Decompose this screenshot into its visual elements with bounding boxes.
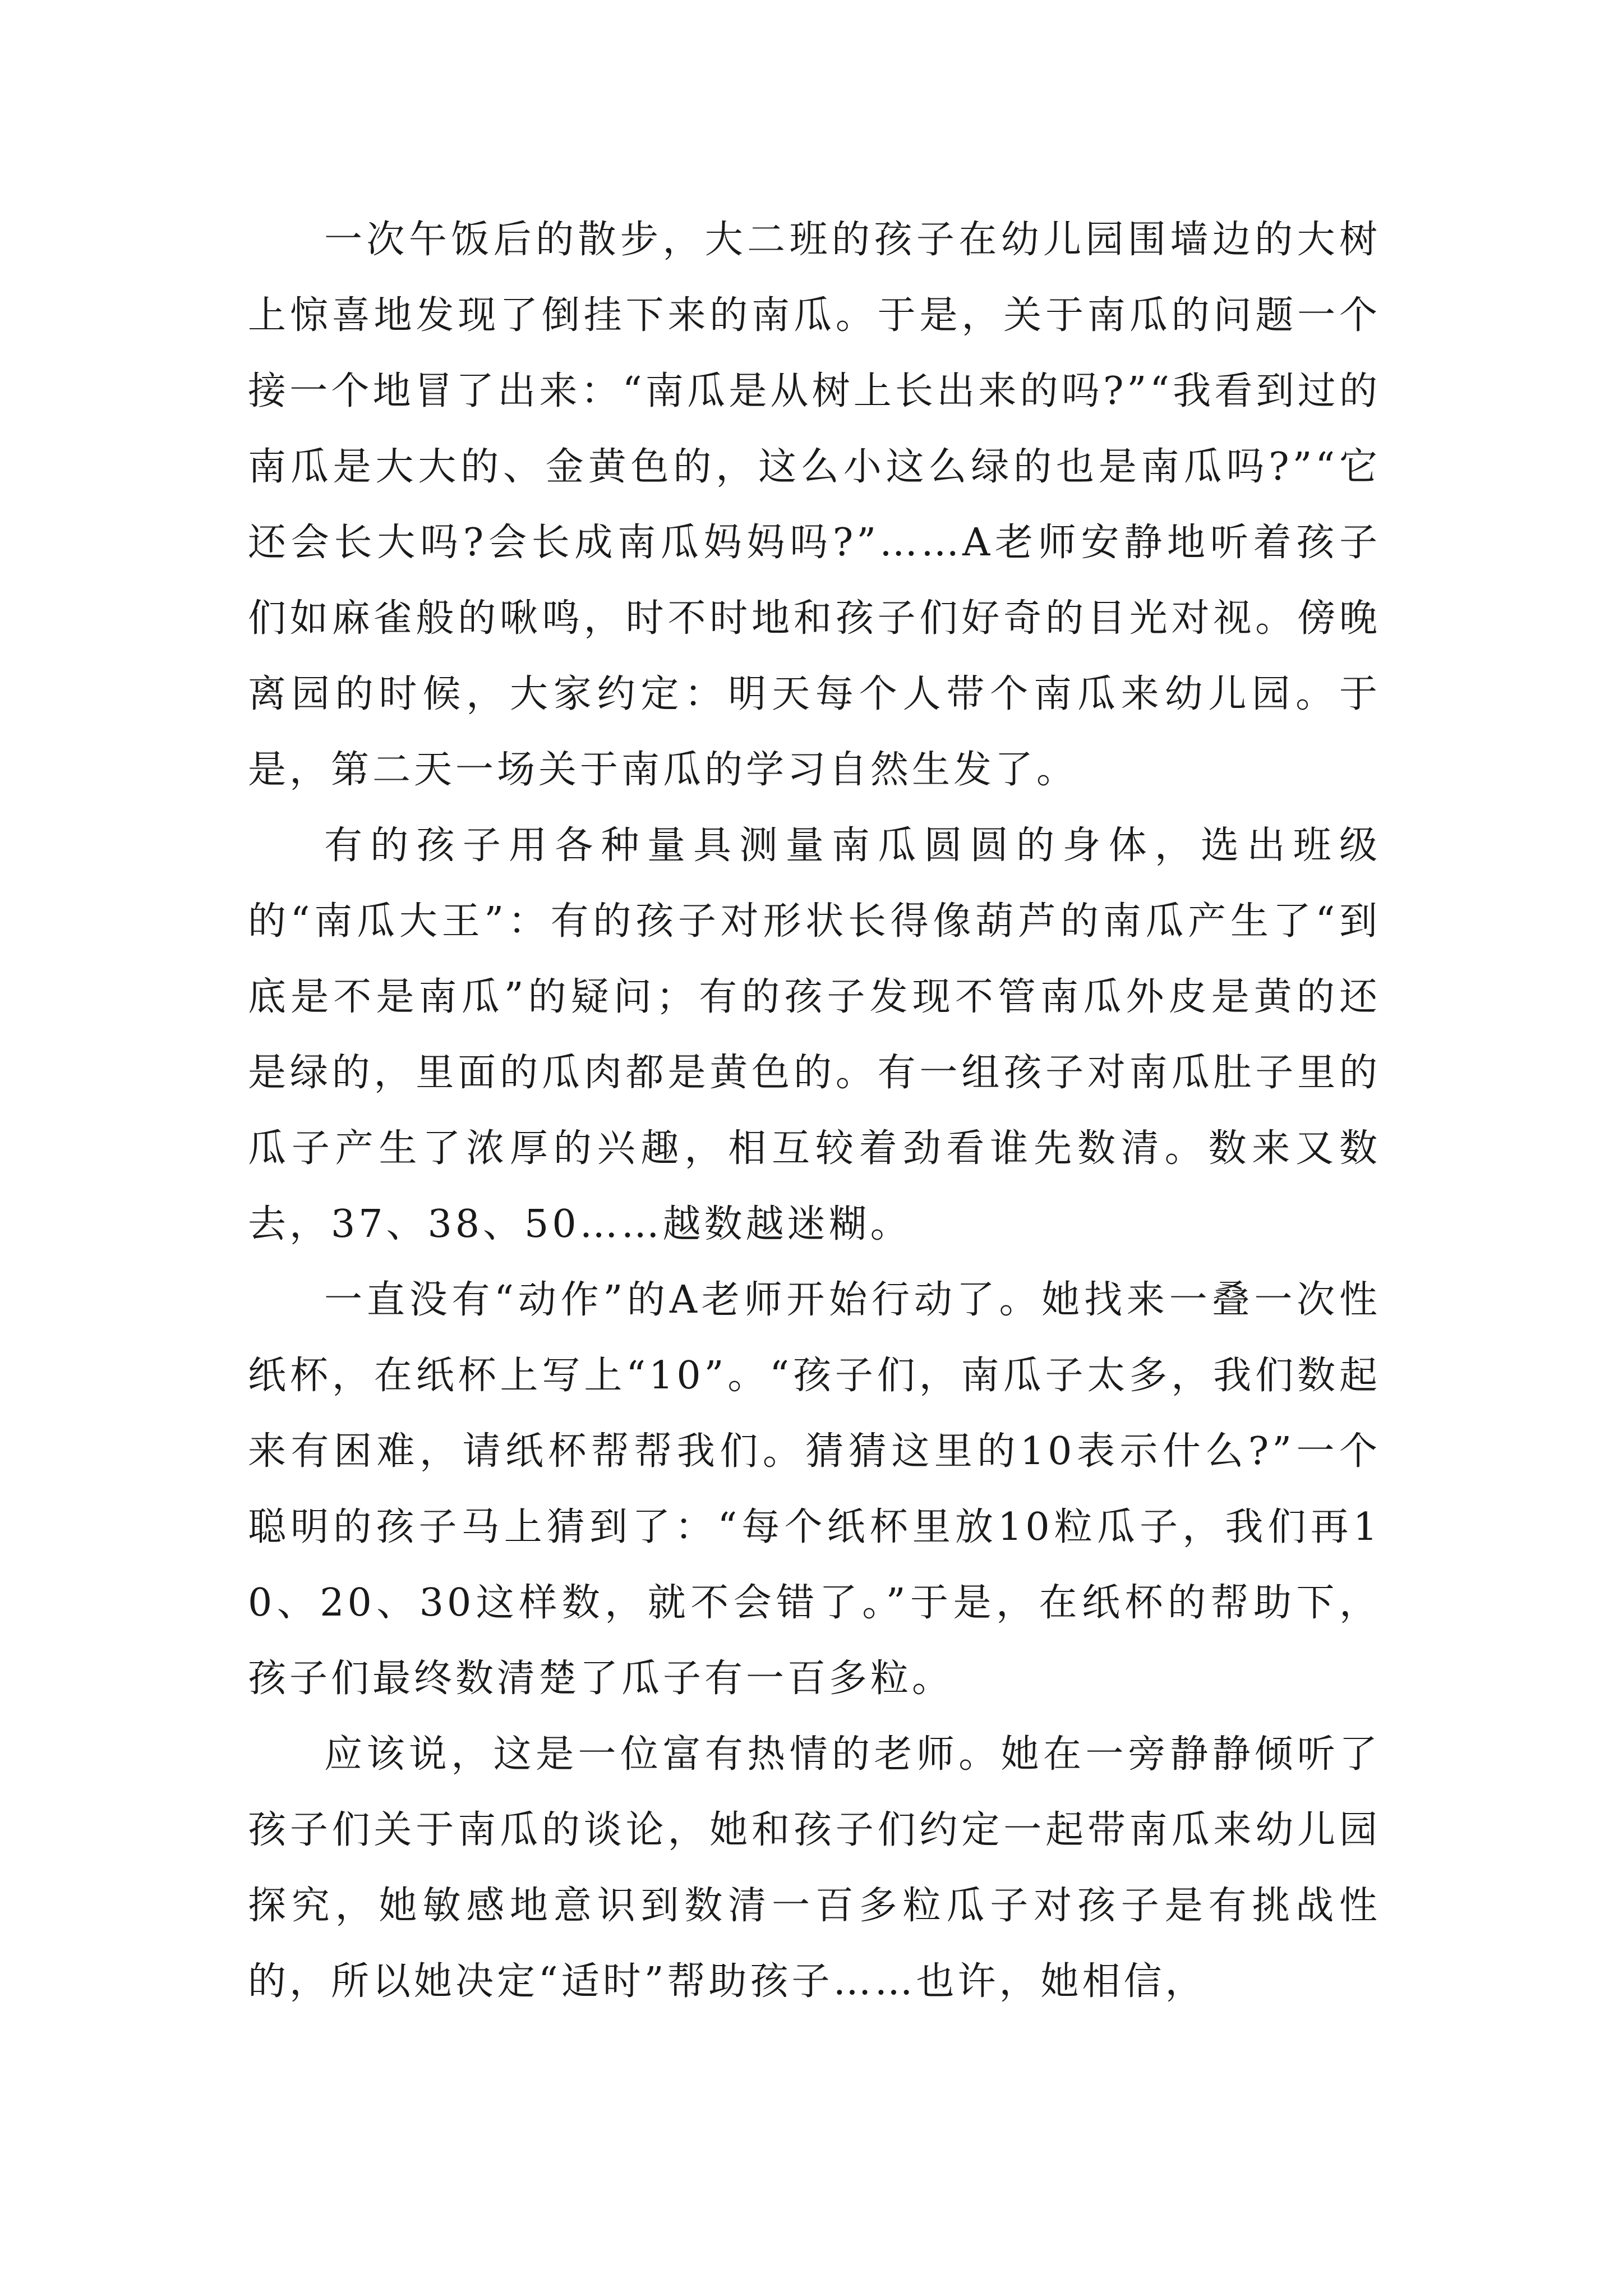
document-body bbox=[248, 202, 1381, 2019]
paragraph-3: 一直没有“动作”的A老师开始行动了。她找来一叠一次性纸杯，在纸杯上写上“10”。“孩子们，南瓜子太多，我们数起来有困难，请纸杯帮帮我们。猜猜这里的10表示什么?”一个聪明的孩子马上猜到了：“每个纸杯里放10粒瓜子，我们再10、20、30这样数，就不会错了。”于是，在纸杯的帮助下，孩子们最终数清楚了瓜子有一百多粒。 bbox=[248, 1278, 1381, 1701]
paragraph-1: 一次午饭后的散步，大二班的孩子在幼儿园围墙边的大树上惊喜地发现了倒挂下来的南瓜。于是，关于南瓜的问题一个接一个地冒了出来：“南瓜是从树上长出来的吗?”“我看到过的南瓜是大大的、金黄色的，这么小这么绿的也是南瓜吗?”“它还会长大吗?会长成南瓜妈妈吗?”……A老师安静地听着孩子们如麻雀般的啾鸣，时不时地和孩子们好奇的目光对视。傍晚离园的时候，大家约定：明天每个人带个南瓜来幼儿园。于是，第二天一场关于南瓜的学习自然生发了。 bbox=[248, 218, 1381, 792]
paragraph-4: 应该说，这是一位富有热情的老师。她在一旁静静倾听了孩子们关于南瓜的谈论，她和孩子们约定一起带南瓜来幼儿园探究，她敏感地意识到数清一百多粒瓜子对孩子是有挑战性的，所以她决定“适时”帮助孩子……也许，她相信， bbox=[248, 1732, 1381, 2004]
paragraph-2: 有的孩子用各种量具测量南瓜圆圆的身体，选出班级的“南瓜大王”：有的孩子对形状长得像葫芦的南瓜产生了“到底是不是南瓜”的疑问；有的孩子发现不管南瓜外皮是黄的还是绿的，里面的瓜肉都是黄色的。有一组孩子对南瓜肚子里的瓜子产生了浓厚的兴趣，相互较着劲看谁先数清。数来又数去，37、38、50……越数越迷糊。 bbox=[248, 823, 1381, 1246]
